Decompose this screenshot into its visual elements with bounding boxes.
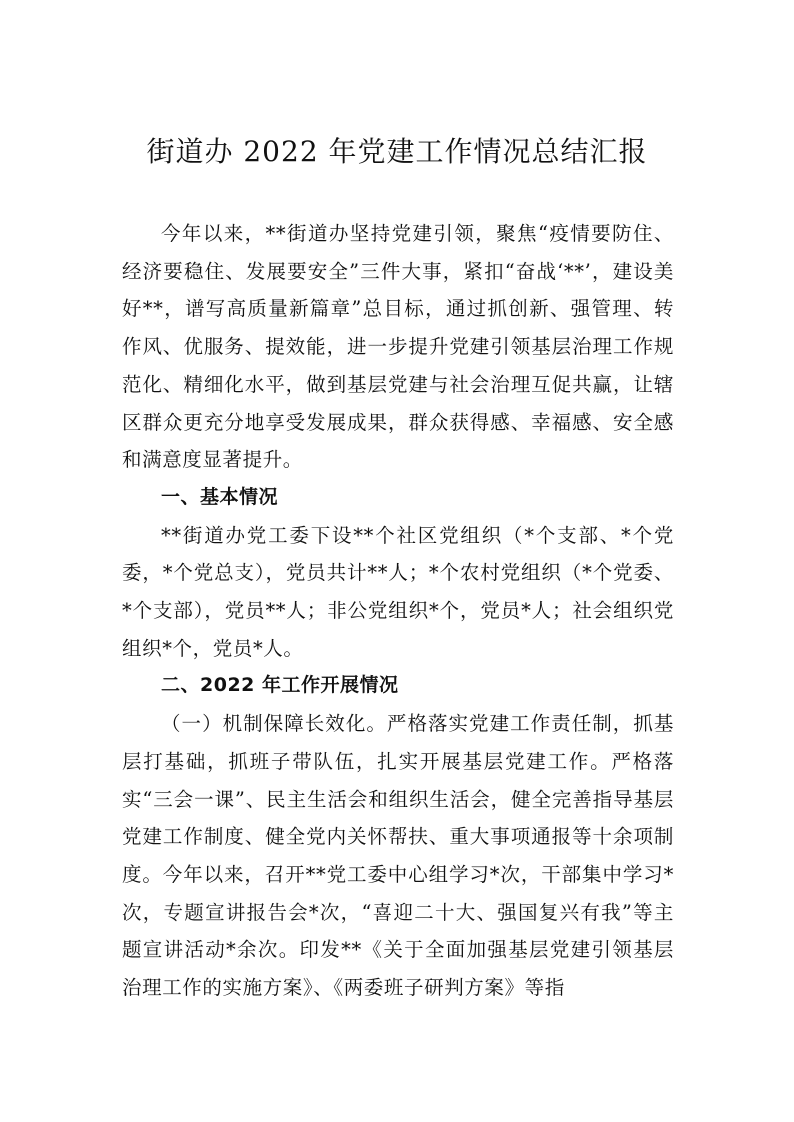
section-1-paragraph: **街道办党工委下设**个社区党组织（*个支部、*个党委，*个党总支），党员共计**人；*个农村党组织（*个党委、*个支部），党员**人；非公党组织*个，党员*人；社会组织党组织*个，党员*人。: [122, 523, 674, 660]
document-body: [122, 215, 674, 1007]
section-2-paragraph: （一）机制保障长效化。严格落实党建工作责任制，抓基层打基础，抓班子带队伍，扎实开展基层党建工作。严格落实“三会一课”、民主生活会和组织生活会，健全完善指导基层党建工作制度、健全党内关怀帮扶、重大事项通报等十余项制度。今年以来，召开**党工委中心组学习*次，干部集中学习*次，专题宣讲报告会*次，“喜迎二十大、强国复兴有我”等主题宣讲活动*余次。印发**《关于全面加强基层党建引领基层治理工作的实施方案》、《两委班子研判方案》等指: [122, 712, 674, 1000]
section-2-heading: 二、2022 年工作开展情况: [161, 674, 399, 697]
section-1-heading: 一、基本情况: [161, 485, 279, 508]
intro-paragraph: 今年以来，**街道办坚持党建引领，聚焦“疫情要防住、经济要稳住、发展要安全”三件大事，紧扣“奋战‘**’，建设美好**，谱写高质量新篇章”总目标，通过抓创新、强管理、转作风、优服务、提效能，进一步提升党建引领基层治理工作规范化、精细化水平，做到基层党建与社会治理互促共赢，让辖区群众更充分地享受发展成果，群众获得感、幸福感、安全感和满意度显著提升。: [122, 222, 674, 472]
document-title: 街道办 2022 年党建工作情况总结汇报: [146, 135, 648, 168]
